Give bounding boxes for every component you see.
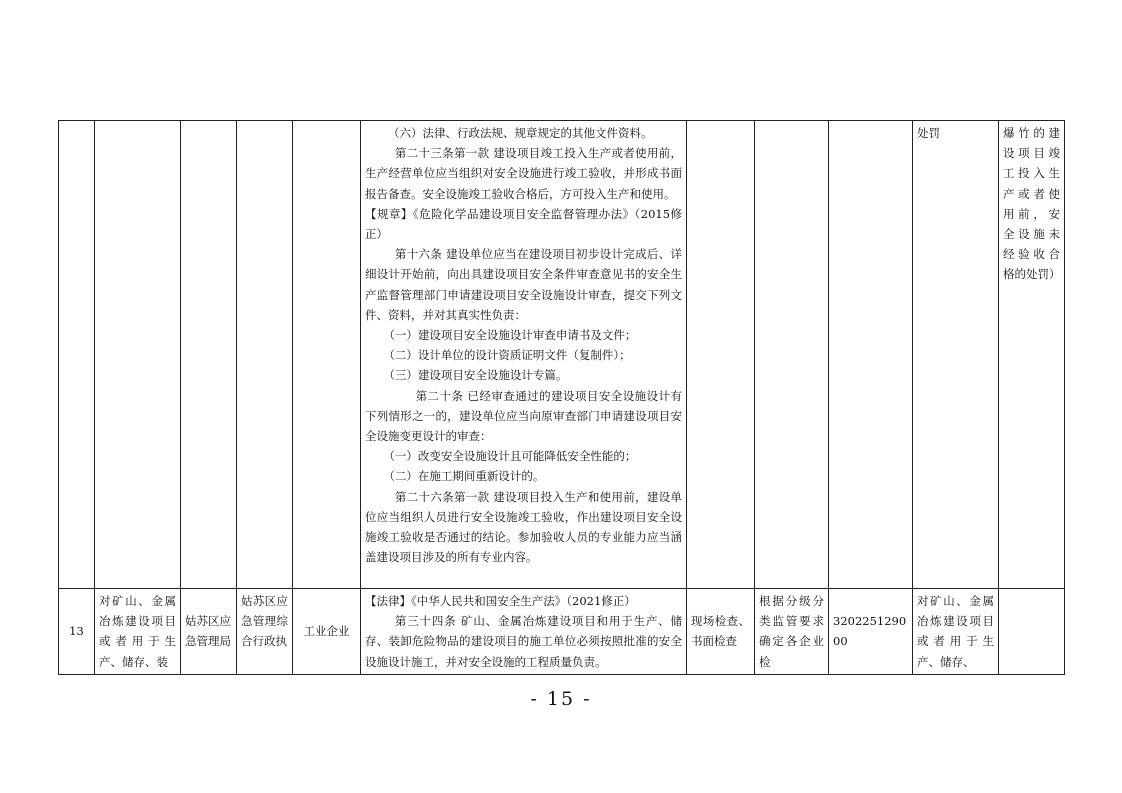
content-line: （一）改变安全设施设计且可能降低安全性能的； — [383, 449, 637, 464]
page-number: - 15 - — [530, 688, 592, 710]
cell-target: 工业企业 — [293, 589, 361, 675]
content-line: 第二十六条第一款 建设项目投入生产和使用前，建设单位应当组织人员进行安全设施竣工验收，作出建设项目安全设施竣工验收是否通过的结论。参加验收人员的专业能力应当涵盖建设项目涉及的所有专业内容。 — [365, 489, 682, 565]
cell-frequency — [755, 121, 829, 589]
table-row — [59, 121, 1065, 589]
cell-department — [237, 121, 293, 589]
regulation-table — [58, 120, 1065, 675]
cell-authority — [181, 121, 237, 589]
content-line: 第二十三条第一款 建设项目竣工投入生产或者使用前，生产经营单位应当组织对安全设施进行竣工验收，并形成书面报告备查。安全设施竣工验收合格后，方可投入生产和使用。 — [365, 146, 682, 201]
cell-num — [59, 121, 95, 589]
content-line: （二）在施工期间重新设计的。 — [383, 469, 545, 484]
cell-method: 现场检查、书面检查 — [687, 589, 755, 675]
content-line: 第三十四条 矿山、金属冶炼建设项目和用于生产、储存、装卸危险物品的建设项目的施工单位必须按照批准的安全设施设计施工，并对安全设施的工程质量负责。 — [365, 614, 682, 669]
cell-content — [361, 589, 687, 675]
cell-code: 320225129000 — [829, 589, 913, 675]
table-row — [59, 589, 1065, 675]
cell-item: 对矿山、金属冶炼建设项目或者用于生产、储存、装 — [95, 589, 181, 675]
content-line: （三）建设项目安全设施设计专篇。 — [383, 368, 568, 383]
content-line: 第十六条 建设单位应当在建设项目初步设计完成后、详细设计开始前，向出具建设项目安全条件审查意见书的安全生产监督管理部门申请建设项目安全设施设计审查，提交下列文件、资料，并对其真实性负责： — [365, 247, 682, 322]
cell-note: 爆竹的建设项目竣工投入生产或者使用前，安全设施未经验收合格的处罚） — [999, 121, 1065, 589]
content-line: 【法律】《中华人民共和国安全生产法》（2021修正） — [365, 594, 636, 608]
content-line: （一）建设项目安全设施设计审查申请书及文件； — [383, 328, 637, 343]
content-line: （六）法律、行政法规、规章规定的其他文件资料。 — [388, 126, 653, 140]
cell-category: 对矿山、金属冶炼建设项目或者用于生产、储存、 — [913, 589, 999, 675]
cell-note — [999, 589, 1065, 675]
cell-frequency: 根据分级分类监管要求确定各企业检 — [755, 589, 829, 675]
content-line: （二）设计单位的设计资质证明文件（复制件）； — [383, 348, 631, 363]
cell-authority: 姑苏区应急管理局 — [181, 589, 237, 675]
cell-department: 姑苏区应急管理综合行政执 — [237, 589, 293, 675]
cell-num: 13 — [59, 589, 95, 675]
cell-item — [95, 121, 181, 589]
cell-category: 处罚 — [913, 121, 999, 589]
cell-code — [829, 121, 913, 589]
content-line: 第二十条 已经审查通过的建设项目安全设施设计有下列情形之一的，建设单位应当向原审查部门申请建设项目安全设施变更设计的审查： — [365, 388, 682, 444]
content-line: 【规章】《危险化学品建设项目安全监督管理办法》（2015修正） — [365, 206, 682, 242]
cell-target — [293, 121, 361, 589]
cell-content — [361, 121, 687, 589]
cell-method — [687, 121, 755, 589]
